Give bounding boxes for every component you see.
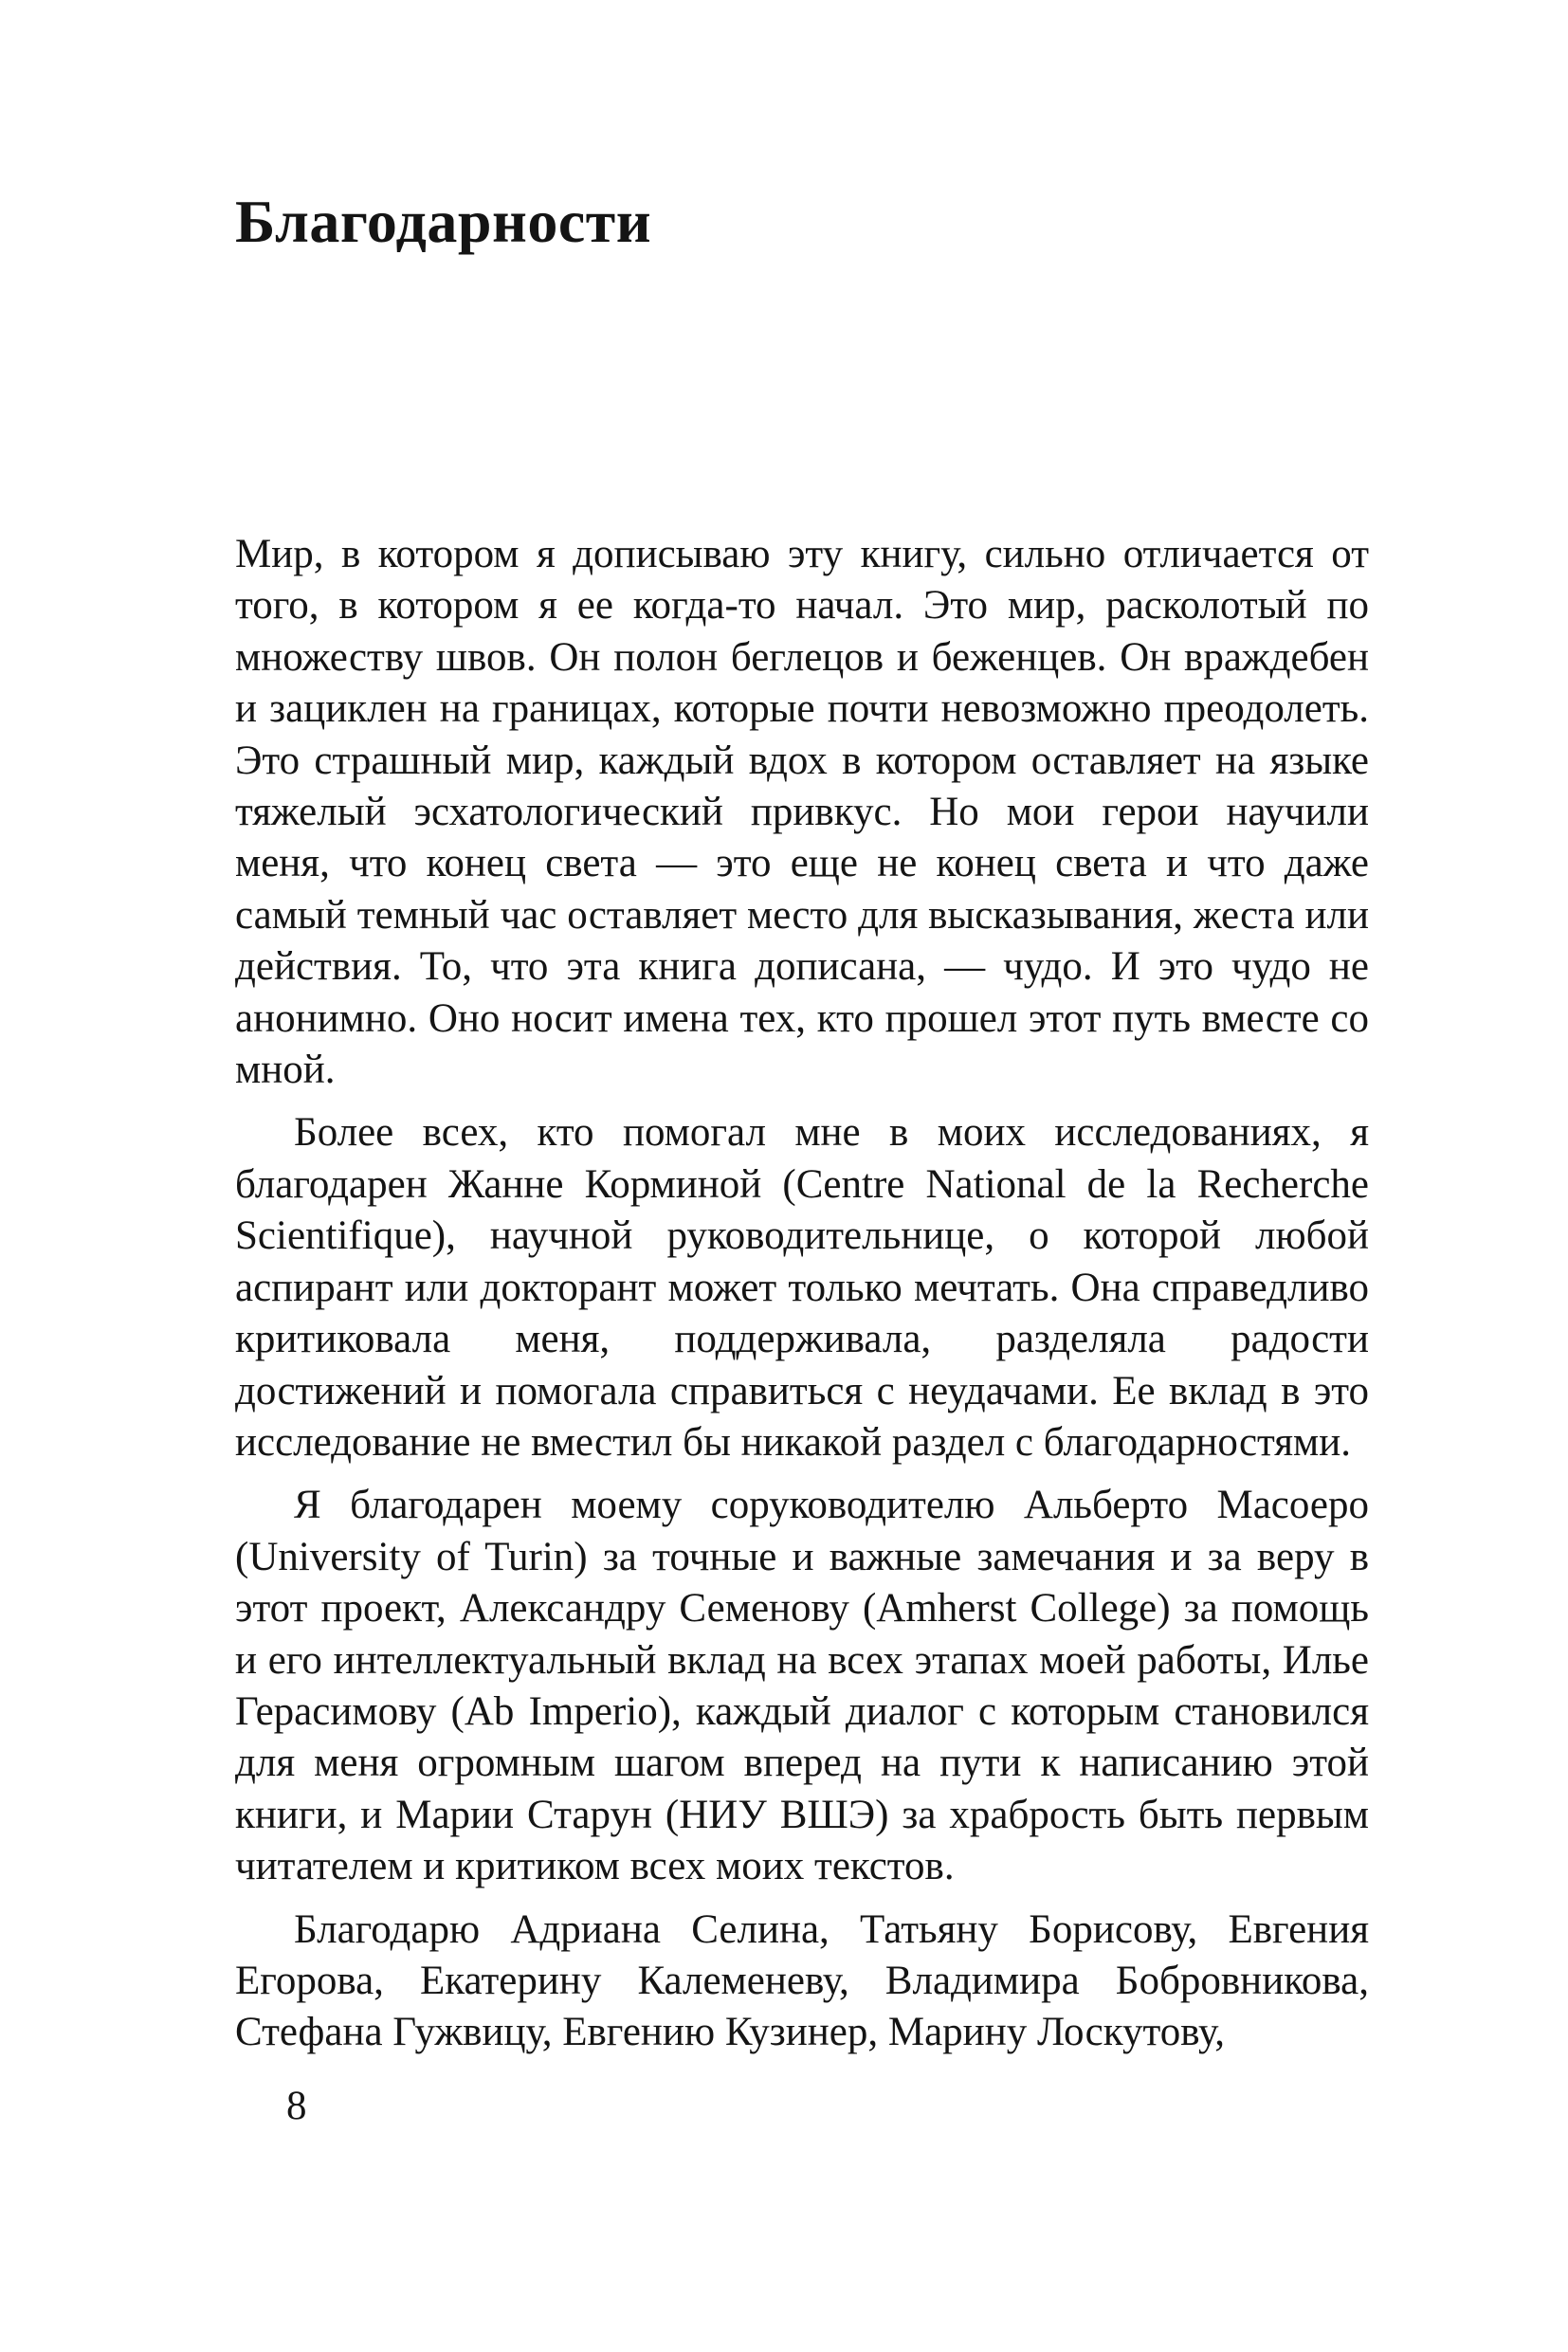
paragraph-1: Мир, в котором я дописываю эту книгу, сильно отличается от того, в котором я ее когда-то начал. Это мир, расколотый по множеству швов. Он полон беглецов и беженцев. Он враждебен и зациклен на границах, которые почти невозможно преодолеть. Это страшный мир, каждый вдох в котором оставляет на языке тяжелый эсхатологический привкус. Но мои герои научили меня, что конец света — это еще не конец света и что даже самый темный час оставляет место для высказывания, жеста или действия. То, что эта книга дописана, — чудо. И это чудо не анонимно. Оно носит имена тех, кто прошел этот путь вместе со мной. xyxy=(235,532,1369,1093)
page-number: 8 xyxy=(286,2084,307,2128)
chapter-title: Благодарности xyxy=(235,188,652,255)
paragraph-3: Я благодарен моему соруководителю Альберто Масоеро (University of Turin) за точные и важные замечания и за веру в этот проект, Александру Семенову (Amherst College) за помощь и его интеллектуальный вклад на всех этапах моей работы, Илье Герасимову (Ab Imperio), каждый диалог с которым становился для меня огромным шагом вперед на пути к написанию этой книги, и Марии Старун (НИУ ВШЭ) за храбрость быть первым читателем и критиком всех моих текстов. xyxy=(235,1483,1369,1889)
body-text xyxy=(235,529,1369,2059)
paragraph-2: Более всех, кто помогал мне в моих исследованиях, я благодарен Жанне Корминой (Centre National de la Recherche Scientifique), научной руководительнице, о которой любой аспирант или докторант может только мечтать. Она справедливо критиковала меня, поддерживала, разделяла радости достижений и помогала справиться с неудачами. Ее вклад в это исследование не вместил бы никакой раздел с благодарностями. xyxy=(235,1110,1369,1465)
paragraph-4: Благодарю Адриана Селина, Татьяну Борисову, Евгения Егорова, Екатерину Калеменеву, Владимира Бобровникова, Стефана Гужвицу, Евгению Кузинер, Марину Лоскутову, xyxy=(235,1906,1369,2055)
